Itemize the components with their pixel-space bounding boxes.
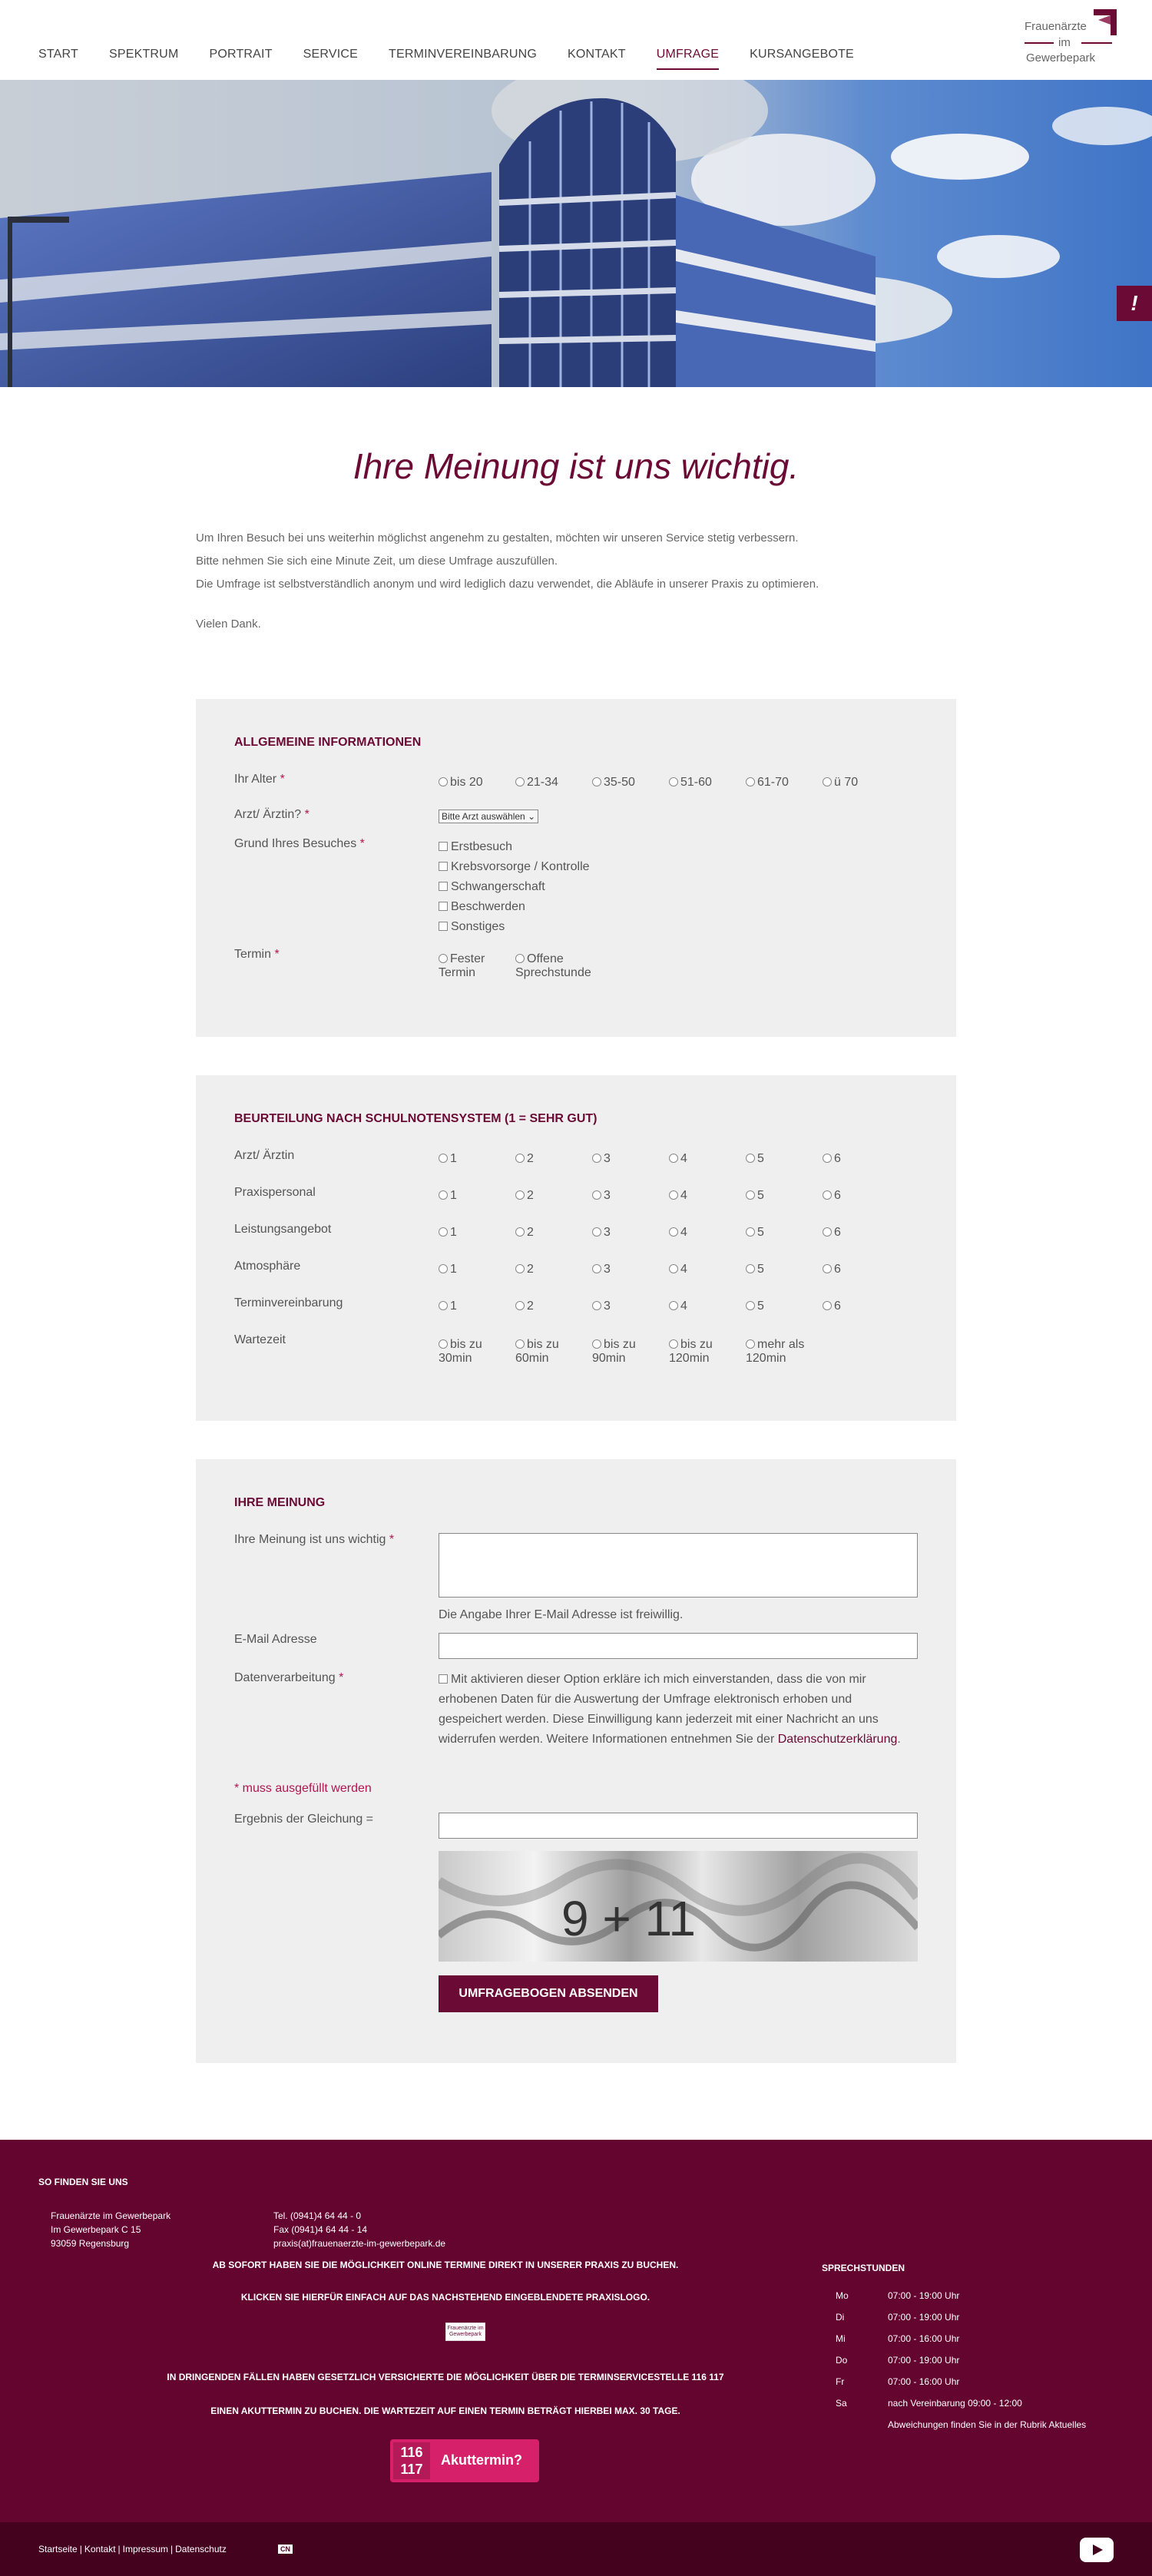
rating-option[interactable]: 1 — [439, 1226, 457, 1240]
address-line: Frauenärzte im Gewerbepark — [51, 2210, 171, 2221]
fax: Fax (0941)4 64 44 - 14 — [273, 2224, 368, 2235]
radio-icon[interactable] — [515, 1154, 525, 1163]
logo-mark-icon — [1094, 9, 1117, 35]
privacy-link[interactable]: Datenschutzerklärung — [777, 1733, 898, 1746]
rating-option[interactable]: 6 — [823, 1226, 841, 1240]
radio-icon[interactable] — [439, 1301, 448, 1310]
rating-option[interactable]: 2 — [515, 1152, 534, 1166]
radio-icon[interactable] — [592, 1190, 601, 1200]
reason-option[interactable]: Erstbesuch — [439, 840, 512, 854]
captcha-image — [439, 1851, 918, 1962]
urgent-text-2: EINEN AKUTTERMIN ZU BUCHEN. DIE WARTEZEIT AUF EINEN TERMIN BETRÄGT HIERBEI MAX. 30 TAGE. — [210, 2405, 680, 2416]
radio-icon[interactable] — [439, 1190, 448, 1200]
section-title: IHRE MEINUNG — [234, 1496, 326, 1509]
reason-option[interactable]: Beschwerden — [439, 900, 525, 914]
radio-icon[interactable] — [592, 777, 601, 786]
wait-option[interactable]: bis zu 60min — [515, 1338, 559, 1365]
equation-label: Ergebnis der Gleichung = — [234, 1813, 373, 1826]
legal-links: Startseite | Kontakt | Impressum | Datenschutz — [38, 2544, 227, 2554]
email-link[interactable]: praxis(at)frauenaerzte-im-gewerbepark.de — [273, 2238, 446, 2249]
rating-option[interactable]: 4 — [669, 1300, 687, 1313]
doctor-select[interactable]: Bitte Arzt auswählen ⌄ — [439, 810, 538, 823]
nav-kontakt[interactable]: KONTAKT — [567, 48, 626, 61]
rating-option[interactable]: 3 — [592, 1189, 611, 1203]
find-us-heading: SO FINDEN SIE UNS — [38, 2177, 128, 2187]
rating-option[interactable]: 2 — [515, 1300, 534, 1313]
rating-option[interactable]: 6 — [823, 1263, 841, 1276]
rating-option[interactable]: 2 — [515, 1189, 534, 1203]
urgent-text-1: IN DRINGENDEN FÄLLEN HABEN GESETZLICH VERSICHERTE DIE MÖGLICHKEIT ÜBER DIE TERMINSERVICESTELLE 116 117 — [167, 2372, 724, 2382]
116117-logo-icon: 116 117 — [393, 2442, 430, 2479]
rating-option[interactable]: 5 — [746, 1189, 764, 1203]
logo-rule-right — [1081, 42, 1112, 44]
praxis-logo-link[interactable]: Frauenärzte im Gewerbepark — [445, 2323, 485, 2341]
rating-option[interactable]: 5 — [746, 1263, 764, 1276]
checkbox-icon[interactable] — [439, 842, 448, 851]
language-cn-icon[interactable]: CN — [278, 2545, 293, 2554]
rating-option[interactable]: 4 — [669, 1226, 687, 1240]
hours-heading: SPRECHSTUNDEN — [822, 2263, 905, 2273]
alert-tab[interactable]: ! — [1117, 286, 1152, 321]
logo-line-1: Frauenärzte — [1025, 20, 1087, 33]
rating-label: Atmosphäre — [234, 1260, 301, 1273]
doctor-label: Arzt/ Ärztin? * — [234, 808, 310, 821]
online-booking-text: AB SOFORT HABEN SIE DIE MÖGLICHKEIT ONLINE TERMINE DIREKT IN UNSERER PRAXIS ZU BUCHEN. — [212, 2260, 679, 2270]
captcha-noise — [439, 1851, 918, 1962]
rating-option[interactable]: 5 — [746, 1226, 764, 1240]
hero-building-illustration — [0, 80, 1152, 387]
section-title: ALLGEMEINE INFORMATIONEN — [234, 736, 422, 749]
age-option[interactable]: 35-50 — [592, 776, 635, 790]
main-nav — [38, 48, 885, 70]
nav-spektrum[interactable]: SPEKTRUM — [108, 48, 179, 61]
radio-icon[interactable] — [746, 1227, 755, 1237]
rating-option[interactable]: 5 — [746, 1152, 764, 1166]
radio-icon[interactable] — [515, 1339, 525, 1349]
radio-icon[interactable] — [439, 1264, 448, 1273]
radio-icon[interactable] — [746, 1154, 755, 1163]
link-datenschutz[interactable]: Datenschutz — [175, 2544, 227, 2554]
hero-image — [0, 80, 1152, 387]
email-label: E-Mail Adresse — [234, 1633, 317, 1646]
rating-label: Praxispersonal — [234, 1186, 316, 1199]
section-general-info — [196, 699, 956, 1037]
reason-label: Grund Ihres Besuches * — [234, 837, 365, 850]
radio-icon[interactable] — [669, 1190, 678, 1200]
email-input[interactable] — [439, 1633, 918, 1659]
rating-option[interactable]: 3 — [592, 1300, 611, 1313]
logo-rule-left — [1025, 42, 1054, 44]
rating-option[interactable]: 1 — [439, 1263, 457, 1276]
akuttermin-button[interactable] — [390, 2439, 539, 2482]
radio-icon[interactable] — [823, 1190, 832, 1200]
age-option[interactable]: bis 20 — [439, 776, 483, 790]
rating-option[interactable]: 2 — [515, 1226, 534, 1240]
rating-option[interactable]: 6 — [823, 1300, 841, 1313]
appointment-option[interactable]: Fester Termin — [439, 952, 485, 979]
consent-text: Mit aktivieren dieser Option erkläre ich mich einverstanden, dass die von mir erhobenen Daten für die Auswertung der Umfrage elektronisch erhoben und gespeichert werden. Diese Einwilligung kann jederzeit mit einer Nachricht an uns widerrufen werden. Weitere Informationen entnehmen Sie der Datenschutzerklärung. — [439, 1673, 901, 1746]
radio-icon[interactable] — [823, 777, 832, 786]
logo-line-2: im — [1058, 36, 1071, 49]
required-note: * muss ausgefüllt werden — [234, 1782, 372, 1795]
checkbox-icon[interactable] — [439, 902, 448, 911]
age-option[interactable]: 51-60 — [669, 776, 712, 790]
rating-option[interactable]: 4 — [669, 1152, 687, 1166]
rating-label: Leistungsangebot — [234, 1223, 332, 1236]
intro-paragraph-3: Die Umfrage ist selbstverständlich anonym und wird lediglich dazu verwendet, die Abläufe in unserer Praxis zu optimieren. — [196, 578, 819, 591]
radio-icon[interactable] — [746, 777, 755, 786]
radio-icon[interactable] — [592, 1301, 601, 1310]
rating-option[interactable]: 1 — [439, 1189, 457, 1203]
wait-option[interactable]: bis zu 120min — [669, 1338, 713, 1365]
radio-icon[interactable] — [515, 1301, 525, 1310]
radio-icon[interactable] — [439, 1339, 448, 1349]
section-ratings — [196, 1075, 956, 1421]
radio-icon[interactable] — [515, 954, 525, 963]
email-hint: Die Angabe Ihrer E-Mail Adresse ist freiwillig. — [439, 1608, 684, 1621]
reason-option[interactable]: Schwangerschaft — [439, 880, 545, 894]
rating-option[interactable]: 6 — [823, 1152, 841, 1166]
opinion-label: Ihre Meinung ist uns wichtig * — [234, 1533, 395, 1546]
address-line: 93059 Regensburg — [51, 2238, 130, 2249]
link-impressum[interactable]: Impressum — [122, 2544, 168, 2554]
site-header — [0, 0, 1152, 80]
radio-icon[interactable] — [592, 1154, 601, 1163]
youtube-icon[interactable] — [1080, 2538, 1114, 2562]
age-option[interactable]: ü 70 — [823, 776, 858, 790]
consent-label: Datenverarbeitung * — [234, 1671, 344, 1684]
intro-thanks: Vielen Dank. — [196, 618, 261, 631]
radio-icon[interactable] — [592, 1227, 601, 1237]
rating-option[interactable]: 1 — [439, 1300, 457, 1313]
radio-icon[interactable] — [823, 1227, 832, 1237]
radio-icon[interactable] — [592, 1264, 601, 1273]
site-footer: SO FINDEN SIE UNS Frauenärzte im Gewerbepark Im Gewerbepark C 15 93059 Regensburg Tel. (0941)4 64 44 - 0 Fax (0941)4 64 44 - 14 praxis(at)frauenaerzte-im-gewerbepark.de AB SOFORT HABEN SIE DIE MÖGLICHKEIT ONLINE TERMINE DIREKT IN UNSERER PRAXIS ZU BUCHEN. KLICKEN SIE HIERFÜR EINFACH AUF DAS NACHSTEHEND EINGEBLENDETE PRAXISLOGO. Frauenärzte im Gewerbepark IN DRINGENDEN FÄLLEN HABEN GESETZLICH VERSICHERTE DIE MÖGLICHKEIT ÜBER DIE TERMINSERVICESTELLE 116 117 EINEN AKUTTERMIN ZU BUCHEN. DIE WARTEZEIT AUF EINEN TERMIN BETRÄGT HIERBEI MAX. 30 TAGE. 116 117 Akuttermin? SPRECHSTUNDEN Mo 07:00 - 19:00 Uhr Di 07:00 - 19:00 Uhr Mi 07:00 - 16:00 Uhr Do 07:00 - 19:00 Uhr Fr 07:00 - 16:00 Uhr Sa nach Vereinbarung 09:00 - 12:00 Abweichungen finden Sie in der Rubrik Aktuelles — [0, 2140, 1152, 2522]
radio-icon[interactable] — [746, 1339, 755, 1349]
reason-option[interactable]: Krebsvorsorge / Kontrolle — [439, 860, 590, 874]
radio-icon[interactable] — [823, 1264, 832, 1273]
radio-icon[interactable] — [439, 1227, 448, 1237]
nav-kursangebote[interactable]: KURSANGEBOTE — [750, 48, 854, 61]
nav-umfrage[interactable]: UMFRAGE — [657, 48, 719, 70]
rating-option[interactable]: 2 — [515, 1263, 534, 1276]
rating-option[interactable]: 6 — [823, 1189, 841, 1203]
age-option[interactable]: 61-70 — [746, 776, 789, 790]
radio-icon[interactable] — [669, 1154, 678, 1163]
radio-icon[interactable] — [746, 1190, 755, 1200]
radio-icon[interactable] — [669, 1301, 678, 1310]
intro-paragraph-1: Um Ihren Besuch bei uns weiterhin möglichst angenehm zu gestalten, möchten wir unseren Service stetig verbessern. — [196, 531, 799, 545]
wait-label: Wartezeit — [234, 1333, 286, 1346]
rating-option[interactable]: 5 — [746, 1300, 764, 1313]
radio-icon[interactable] — [669, 1264, 678, 1273]
opinion-textarea[interactable] — [439, 1533, 918, 1598]
nav-service[interactable]: SERVICE — [303, 48, 359, 61]
link-kontakt[interactable]: Kontakt — [84, 2544, 116, 2554]
nav-start[interactable]: START — [38, 48, 78, 61]
appointment-option[interactable]: Offene Sprechstunde — [515, 952, 591, 979]
radio-icon[interactable] — [439, 954, 448, 963]
wait-option[interactable]: mehr als 120min — [746, 1338, 805, 1365]
rating-option[interactable]: 3 — [592, 1263, 611, 1276]
rating-option[interactable]: 4 — [669, 1189, 687, 1203]
rating-option[interactable]: 3 — [592, 1226, 611, 1240]
checkbox-icon[interactable] — [439, 922, 448, 931]
page-title: Ihre Meinung ist uns wichtig. — [353, 446, 799, 486]
radio-icon[interactable] — [669, 1339, 678, 1349]
rating-option[interactable]: 3 — [592, 1152, 611, 1166]
nav-terminvereinbarung[interactable]: TERMINVEREINBARUNG — [389, 48, 537, 61]
radio-icon[interactable] — [746, 1301, 755, 1310]
practice-logo[interactable] — [1023, 9, 1117, 68]
appointment-label: Termin * — [234, 948, 280, 961]
checkbox-icon[interactable] — [439, 862, 448, 871]
akuttermin-label: Akuttermin? — [441, 2452, 523, 2468]
phone[interactable]: Tel. (0941)4 64 44 - 0 — [273, 2210, 362, 2221]
radio-icon[interactable] — [515, 1264, 525, 1273]
online-booking-hint: KLICKEN SIE HIERFÜR EINFACH AUF DAS NACHSTEHEND EINGEBLENDETE PRAXISLOGO. — [240, 2292, 650, 2303]
age-option[interactable]: 21-34 — [515, 776, 558, 790]
footer-address — [51, 2209, 170, 2250]
footer-contact — [273, 2209, 445, 2250]
bottom-bar — [0, 2522, 1152, 2576]
rating-option[interactable]: 4 — [669, 1263, 687, 1276]
checkbox-icon[interactable] — [439, 882, 448, 891]
radio-icon[interactable] — [515, 1190, 525, 1200]
reason-option[interactable]: Sonstiges — [439, 920, 505, 934]
radio-icon[interactable] — [439, 1154, 448, 1163]
section-title: BEURTEILUNG NACH SCHULNOTENSYSTEM (1 = SEHR GUT) — [234, 1112, 598, 1125]
radio-icon[interactable] — [592, 1339, 601, 1349]
nav-portrait[interactable]: PORTRAIT — [209, 48, 273, 61]
wait-option[interactable]: bis zu 30min — [439, 1338, 482, 1365]
rating-option[interactable]: 1 — [439, 1152, 457, 1166]
intro-text — [196, 527, 964, 596]
captcha-text: 9 + 11 — [561, 1891, 696, 1946]
radio-icon[interactable] — [823, 1301, 832, 1310]
captcha-input[interactable] — [439, 1813, 918, 1839]
age-label: Ihr Alter * — [234, 773, 285, 786]
consent-checkbox[interactable] — [439, 1674, 448, 1684]
radio-icon[interactable] — [515, 1227, 525, 1237]
logo-line-3: Gewerbepark — [1026, 51, 1096, 65]
radio-icon[interactable] — [746, 1264, 755, 1273]
intro-paragraph-2: Bitte nehmen Sie sich eine Minute Zeit, um diese Umfrage auszufüllen. — [196, 555, 558, 568]
radio-icon[interactable] — [669, 1227, 678, 1237]
section-opinion — [196, 1459, 956, 2063]
link-startseite[interactable]: Startseite — [38, 2544, 78, 2554]
wait-option[interactable]: bis zu 90min — [592, 1338, 636, 1365]
radio-icon[interactable] — [669, 777, 678, 786]
radio-icon[interactable] — [439, 777, 448, 786]
rating-label: Terminvereinbarung — [234, 1296, 343, 1310]
radio-icon[interactable] — [515, 777, 525, 786]
radio-icon[interactable] — [823, 1154, 832, 1163]
submit-button[interactable]: UMFRAGEBOGEN ABSENDEN — [439, 1975, 658, 2012]
address-line: Im Gewerbepark C 15 — [51, 2224, 141, 2235]
rating-label: Arzt/ Ärztin — [234, 1149, 295, 1162]
